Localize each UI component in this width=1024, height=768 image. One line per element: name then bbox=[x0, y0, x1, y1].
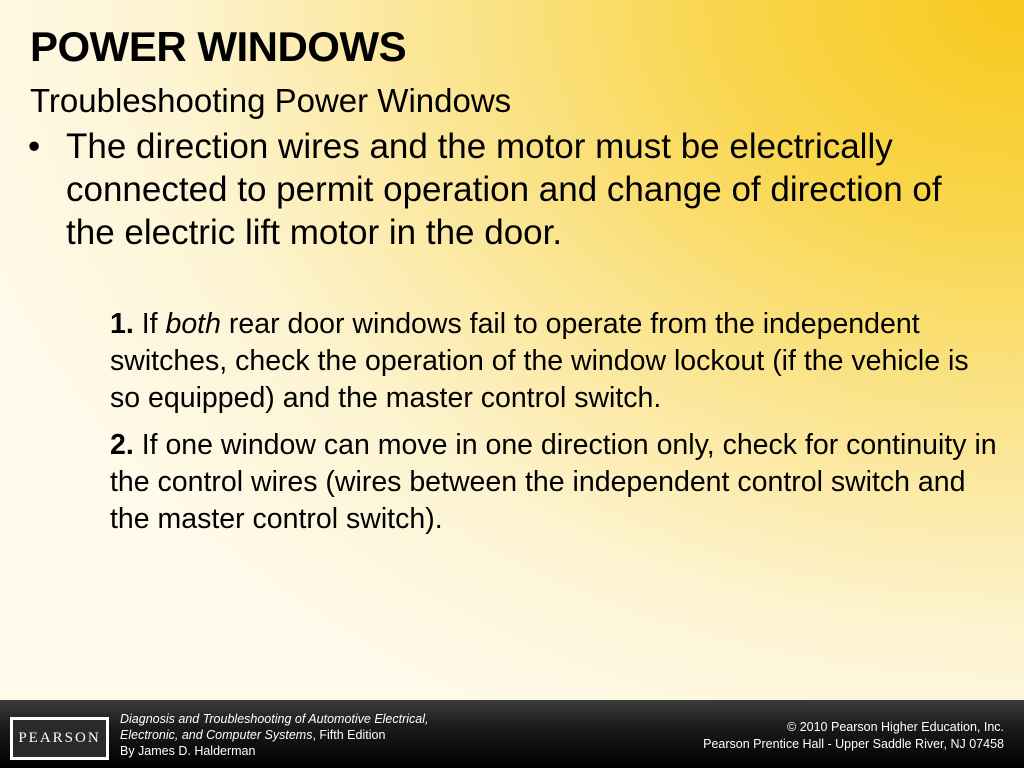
book-edition: , Fifth Edition bbox=[312, 728, 386, 742]
slide-subtitle: Troubleshooting Power Windows bbox=[30, 82, 512, 119]
pearson-logo-text: PEARSON bbox=[13, 720, 106, 757]
book-info bbox=[120, 711, 429, 759]
book-title-line2-row bbox=[120, 727, 429, 743]
bullet-icon: • bbox=[28, 127, 41, 166]
book-title-line2: Electronic, and Computer Systems bbox=[120, 728, 313, 742]
slide-title: POWER WINDOWS bbox=[30, 23, 407, 70]
step-1-emphasis: both bbox=[165, 308, 221, 340]
book-author: By James D. Halderman bbox=[120, 744, 256, 758]
step-1 bbox=[110, 306, 1000, 417]
publisher-text: Pearson Prentice Hall - Upper Saddle River, NJ 07458 bbox=[703, 737, 1004, 751]
copyright-text: © 2010 Pearson Higher Education, Inc. bbox=[787, 720, 1004, 734]
book-title-line1: Diagnosis and Troubleshooting of Automotive Electrical, bbox=[120, 712, 429, 726]
bullet-text: The direction wires and the motor must be electrically connected to permit operation and change of direction of the electric lift motor in the door. bbox=[66, 127, 942, 252]
step-2 bbox=[110, 427, 1000, 538]
step-2-number: 2. bbox=[110, 429, 134, 461]
step-1-number: 1. bbox=[110, 308, 134, 340]
step-2-text: If one window can move in one direction only, check for continuity in the control wires (wires between the independent control switch and the master control switch). bbox=[110, 429, 997, 535]
numbered-steps bbox=[110, 306, 1000, 548]
pearson-logo bbox=[10, 717, 109, 760]
step-1-text-before: If bbox=[133, 308, 166, 340]
copyright-info bbox=[703, 719, 1004, 753]
footer-bar bbox=[0, 700, 1024, 768]
bullet-point bbox=[28, 125, 988, 254]
step-1-text-after: rear door windows fail to operate from the independent switches, check the operation of the window lockout (if the vehicle is so equipped) and the master control switch. bbox=[110, 308, 969, 414]
